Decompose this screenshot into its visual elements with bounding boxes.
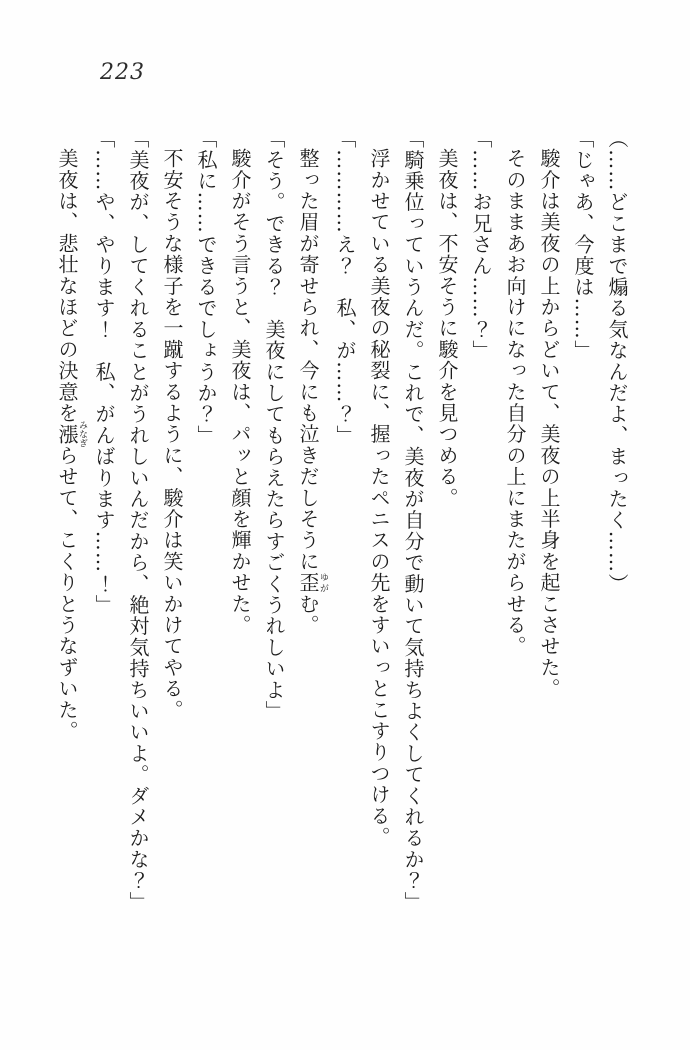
paragraph: 整った眉が寄せられ、今にも泣きだしそうに歪ゆがむ。 xyxy=(296,148,328,636)
furigana-text: ゆが xyxy=(318,572,328,594)
paragraph: 「じゃあ、今度は……」 xyxy=(571,128,595,362)
paragraph: 「…………え？ 私、が……？」 xyxy=(333,128,357,446)
paragraph: 美夜は、不安そうに駿介を見つめる。 xyxy=(435,148,459,509)
paragraph: 「騎乗位っていうんだ。これで、美夜が自分で動いて気持ちよくしてくれるか？」 xyxy=(401,128,425,913)
paragraph: 駿介がそう言うと、美夜は、パッと顔を輝かせた。 xyxy=(228,148,252,636)
paragraph: 「私に……できるでしょうか？」 xyxy=(194,128,218,446)
paragraph: そのままあお向けになった自分の上にまたがらせる。 xyxy=(503,148,527,657)
paragraph: 駿介は美夜の上からどいて、美夜の上半身を起こさせた。 xyxy=(537,148,561,700)
furigana-ruby: 漲みなぎ xyxy=(55,420,87,448)
paragraph: 「そう。できる？ 美夜にしてもらえたらすごくうれしいよ」 xyxy=(262,128,286,722)
paragraph: 「美夜が、してくれることがうれしいんだから、絶対気持ちいいよ。ダメかな？」 xyxy=(126,128,150,913)
paragraph: （……どこまで煽る気なんだよ、まったく……） xyxy=(605,128,629,595)
paragraph: 「……お兄さん……？」 xyxy=(469,128,493,362)
text-block xyxy=(50,128,634,928)
page-number: 223 xyxy=(100,60,145,85)
paragraph: 浮かせている美夜の秘裂に、握ったペニスの先をすいっとこすりつける。 xyxy=(367,148,391,848)
paragraph: 不安そうな様子を一蹴するように、駿介は笑いかけてやる。 xyxy=(160,148,184,721)
paragraph: 美夜は、悲壮なほどの決意を漲みなぎらせて、こくりとうなずいた。 xyxy=(55,148,87,742)
furigana-ruby: 歪ゆが xyxy=(296,572,328,594)
furigana-text: みなぎ xyxy=(77,420,87,448)
paragraph: 「……や、やります！ 私、がんばります……！」 xyxy=(92,128,116,616)
